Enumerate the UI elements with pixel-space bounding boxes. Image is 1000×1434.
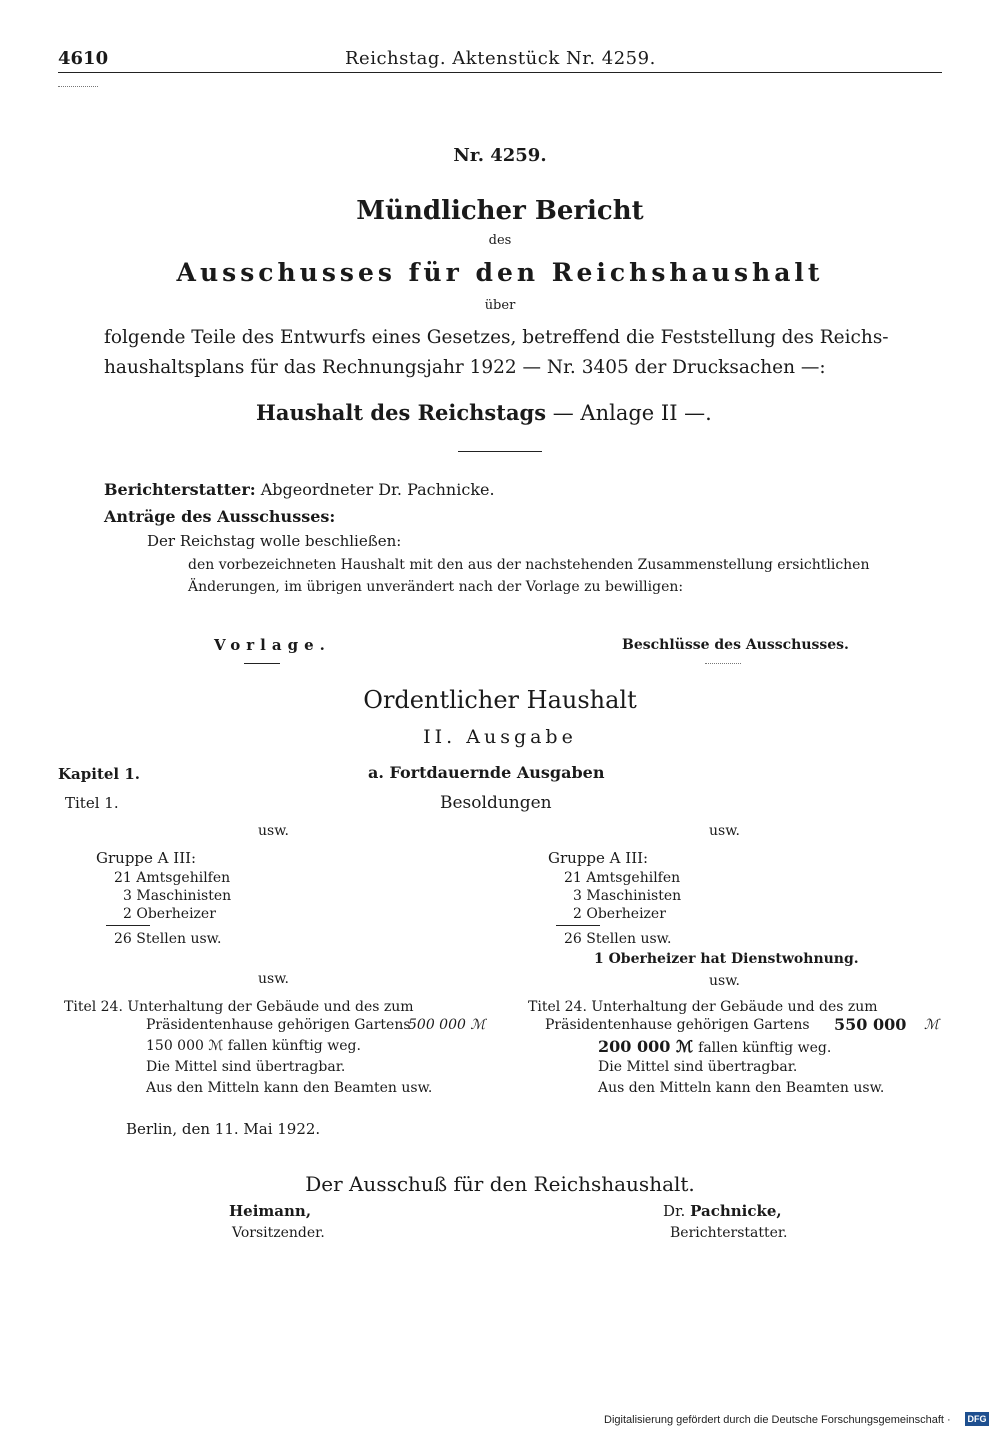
right-note: 1 Oberheizer hat Dienstwohnung. <box>594 951 859 967</box>
column-head-beschluesse: Beschlüsse des Ausschusses. <box>622 637 849 653</box>
right-signatory-name <box>663 1202 782 1220</box>
right-titel24-line1: Titel 24. Unterhaltung der Gebäude und des zum <box>528 999 878 1015</box>
left-gruppe: Gruppe A III: <box>96 849 197 867</box>
title-rule <box>458 451 542 452</box>
committee-title: Ausschusses für den Reichshaushalt <box>176 258 824 287</box>
report-title: Mündlicher Bericht <box>356 196 644 226</box>
right-titel24-amount: 550 000 <box>834 1015 907 1034</box>
right-usw-1: usw. <box>709 823 740 839</box>
motions-text-1: den vorbezeichneten Haushalt mit den aus der nachstehenden Zusammenstellung ersichtlichen <box>188 557 870 573</box>
left-titel24-line4: Die Mittel sind übertragbar. <box>146 1059 346 1075</box>
right-titel24-line2: Präsidentenhause gehörigen Gartens <box>545 1017 810 1033</box>
word-ueber: über <box>484 298 516 313</box>
titel1-label: Titel 1. <box>65 794 119 812</box>
subject-line-2: haushaltsplans für das Rechnungsjahr 1922 — Nr. 3405 der Drucksachen —: <box>104 357 826 378</box>
left-titel24-line1: Titel 24. Unterhaltung der Gebäude und des zum <box>64 999 414 1015</box>
motions-text-2: Änderungen, im übrigen unverändert nach der Vorlage zu bewilligen: <box>188 579 684 595</box>
left-item: 3 Maschinisten <box>123 888 232 904</box>
right-total: 26 Stellen usw. <box>564 931 672 947</box>
kapitel-label: Kapitel 1. <box>58 765 140 783</box>
header-rule <box>58 72 942 73</box>
document-number: Nr. 4259. <box>453 145 547 166</box>
left-signatory-role: Vorsitzender. <box>232 1225 325 1241</box>
left-item: 21 Amtsgehilfen <box>114 870 231 886</box>
right-titel24-line3-rest: fallen künftig weg. <box>698 1040 832 1056</box>
right-titel24-line4: Die Mittel sind übertragbar. <box>598 1059 798 1075</box>
left-titel24-line3: 150 000 ℳ fallen künftig weg. <box>146 1038 361 1054</box>
page-number: 4610 <box>58 48 109 69</box>
left-titel24-line5: Aus den Mitteln kann den Beamten usw. <box>146 1080 433 1096</box>
word-des: des <box>488 233 512 248</box>
header-dotted-mark <box>58 86 98 87</box>
reporter-name: Abgeordneter Dr. Pachnicke. <box>260 480 495 499</box>
section-title: Ordentlicher Haushalt <box>363 686 637 714</box>
right-titel24-new-amount: 200 000 ℳ <box>598 1037 694 1056</box>
section-part: II. Ausgabe <box>423 726 577 748</box>
subsection-title: a. Fortdauernde Ausgaben <box>368 763 605 782</box>
budget-annex: — Anlage II —. <box>552 401 712 425</box>
reporter-line <box>104 480 495 499</box>
place-date: Berlin, den 11. Mai 1922. <box>126 1120 321 1138</box>
budget-name: Haushalt des Reichstags <box>256 400 547 425</box>
beschluesse-rule <box>705 663 741 664</box>
right-usw-2: usw. <box>709 973 740 989</box>
dfg-logo: DFG <box>965 1412 989 1426</box>
left-total: 26 Stellen usw. <box>114 931 222 947</box>
category-title: Besoldungen <box>440 793 552 813</box>
left-usw-1: usw. <box>258 823 289 839</box>
right-titel24-line3 <box>598 1037 831 1056</box>
reporter-label: Berichterstatter: <box>104 480 256 499</box>
right-signatory-prefix: Dr. <box>663 1202 686 1220</box>
left-titel24-line2: Präsidentenhause gehörigen Gartens <box>146 1017 411 1033</box>
signatory-body: Der Ausschuß für den Reichshaushalt. <box>305 1172 695 1196</box>
right-signatory-role: Berichterstatter. <box>670 1225 788 1241</box>
right-titel24-line5: Aus den Mitteln kann den Beamten usw. <box>598 1080 885 1096</box>
right-titel24-amount-unit: ℳ <box>924 1017 939 1033</box>
left-sum-rule <box>106 925 150 926</box>
running-title: Reichstag. Aktenstück Nr. 4259. <box>345 48 656 69</box>
left-titel24-amount: 500 000 ℳ <box>408 1017 486 1033</box>
right-signatory-surname: Pachnicke, <box>690 1202 782 1220</box>
right-item: 2 Oberheizer <box>573 906 666 922</box>
left-signatory-name: Heimann, <box>229 1202 312 1220</box>
vorlage-rule <box>244 663 280 664</box>
budget-heading <box>256 400 712 425</box>
left-usw-2: usw. <box>258 971 289 987</box>
motions-heading: Anträge des Ausschusses: <box>104 507 336 526</box>
right-item: 3 Maschinisten <box>573 888 682 904</box>
digitization-note: Digitalisierung gefördert durch die Deutsche Forschungsgemeinschaft · <box>604 1414 951 1426</box>
motions-intro: Der Reichstag wolle beschließen: <box>147 532 402 550</box>
subject-line-1: folgende Teile des Entwurfs eines Gesetzes, betreffend die Feststellung des Reichs- <box>104 327 889 348</box>
column-head-vorlage: Vorlage. <box>214 636 331 654</box>
right-item: 21 Amtsgehilfen <box>564 870 681 886</box>
right-gruppe: Gruppe A III: <box>548 849 649 867</box>
left-item: 2 Oberheizer <box>123 906 216 922</box>
right-sum-rule <box>556 925 600 926</box>
